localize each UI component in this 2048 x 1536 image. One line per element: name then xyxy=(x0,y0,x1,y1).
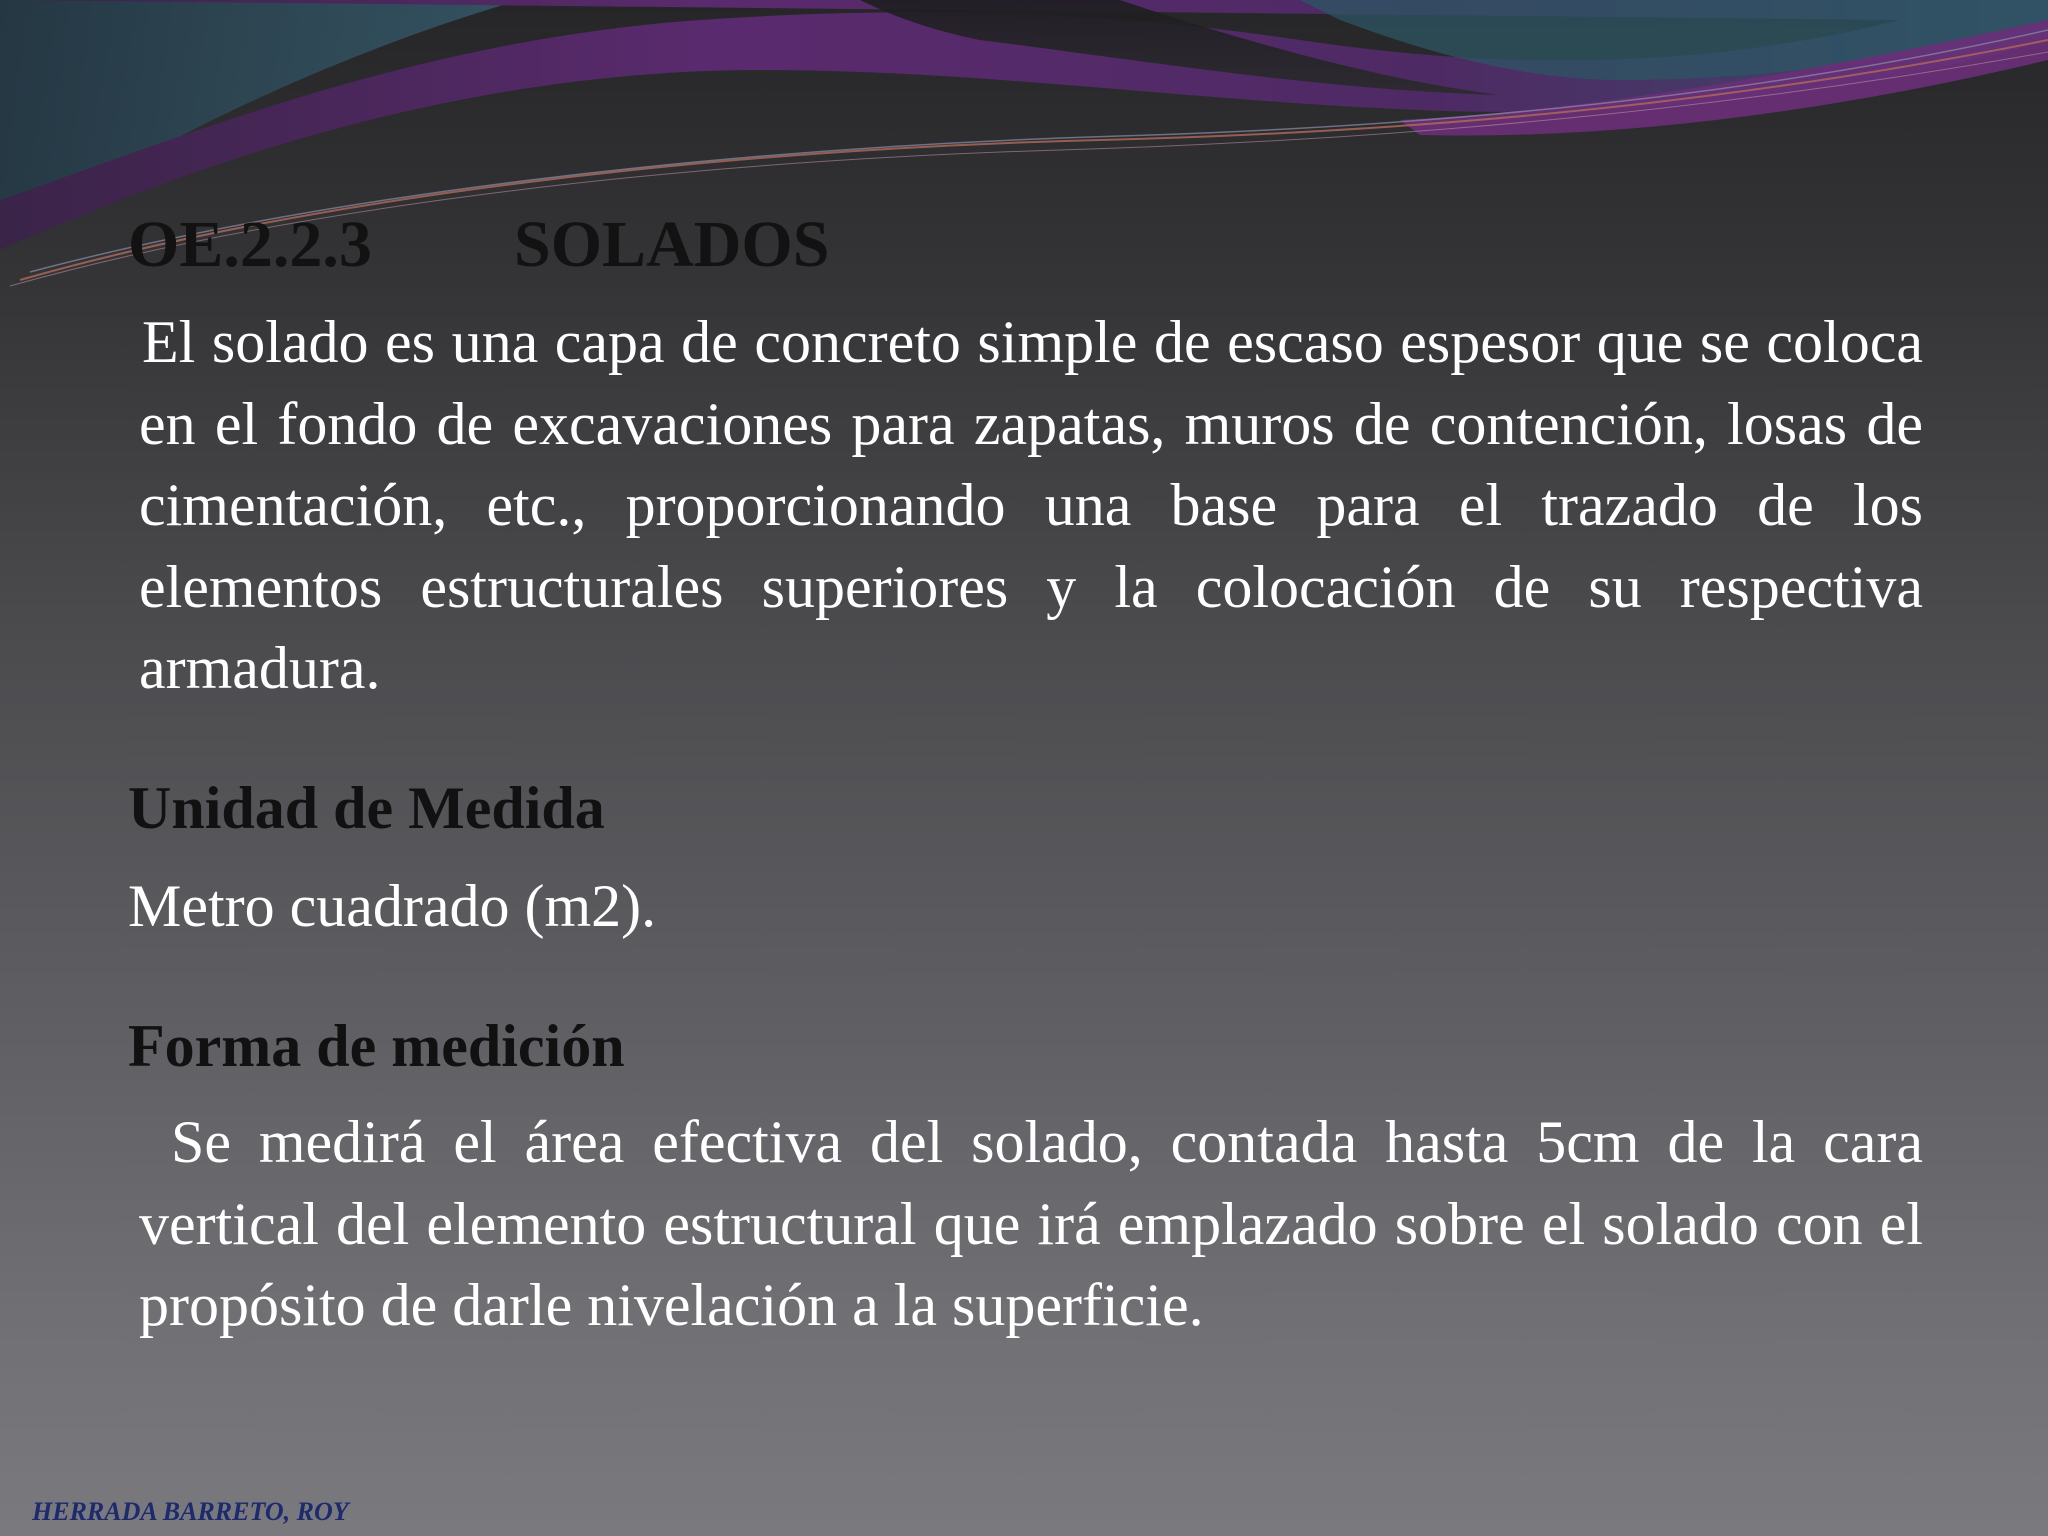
title-code: OE.2.2.3 xyxy=(128,208,372,281)
method-heading: Forma de medición xyxy=(128,1013,625,1079)
slide-title xyxy=(128,205,829,285)
unit-value: Metro cuadrado (m2). xyxy=(128,873,657,939)
intro-paragraph: El solado es una capa de concreto simple de escaso espesor que se coloca en el fondo de excavaciones para zapatas, muros de contención, losas de cimentación, etc., proporcionando una base para el trazado de los elementos estructurales superiores y la colocación de su respectiva armadura. xyxy=(139,309,1923,701)
footer-author: HERRADA BARRETO, ROY xyxy=(32,1497,349,1526)
method-paragraph: Se medirá el área efectiva del solado, contada hasta 5cm de la cara vertical del elemento estructural que irá emplazado sobre el solado con el propósito de darle nivelación a la superficie. xyxy=(139,1109,1923,1338)
title-text: SOLADOS xyxy=(514,208,830,281)
unit-heading: Unidad de Medida xyxy=(128,775,605,841)
